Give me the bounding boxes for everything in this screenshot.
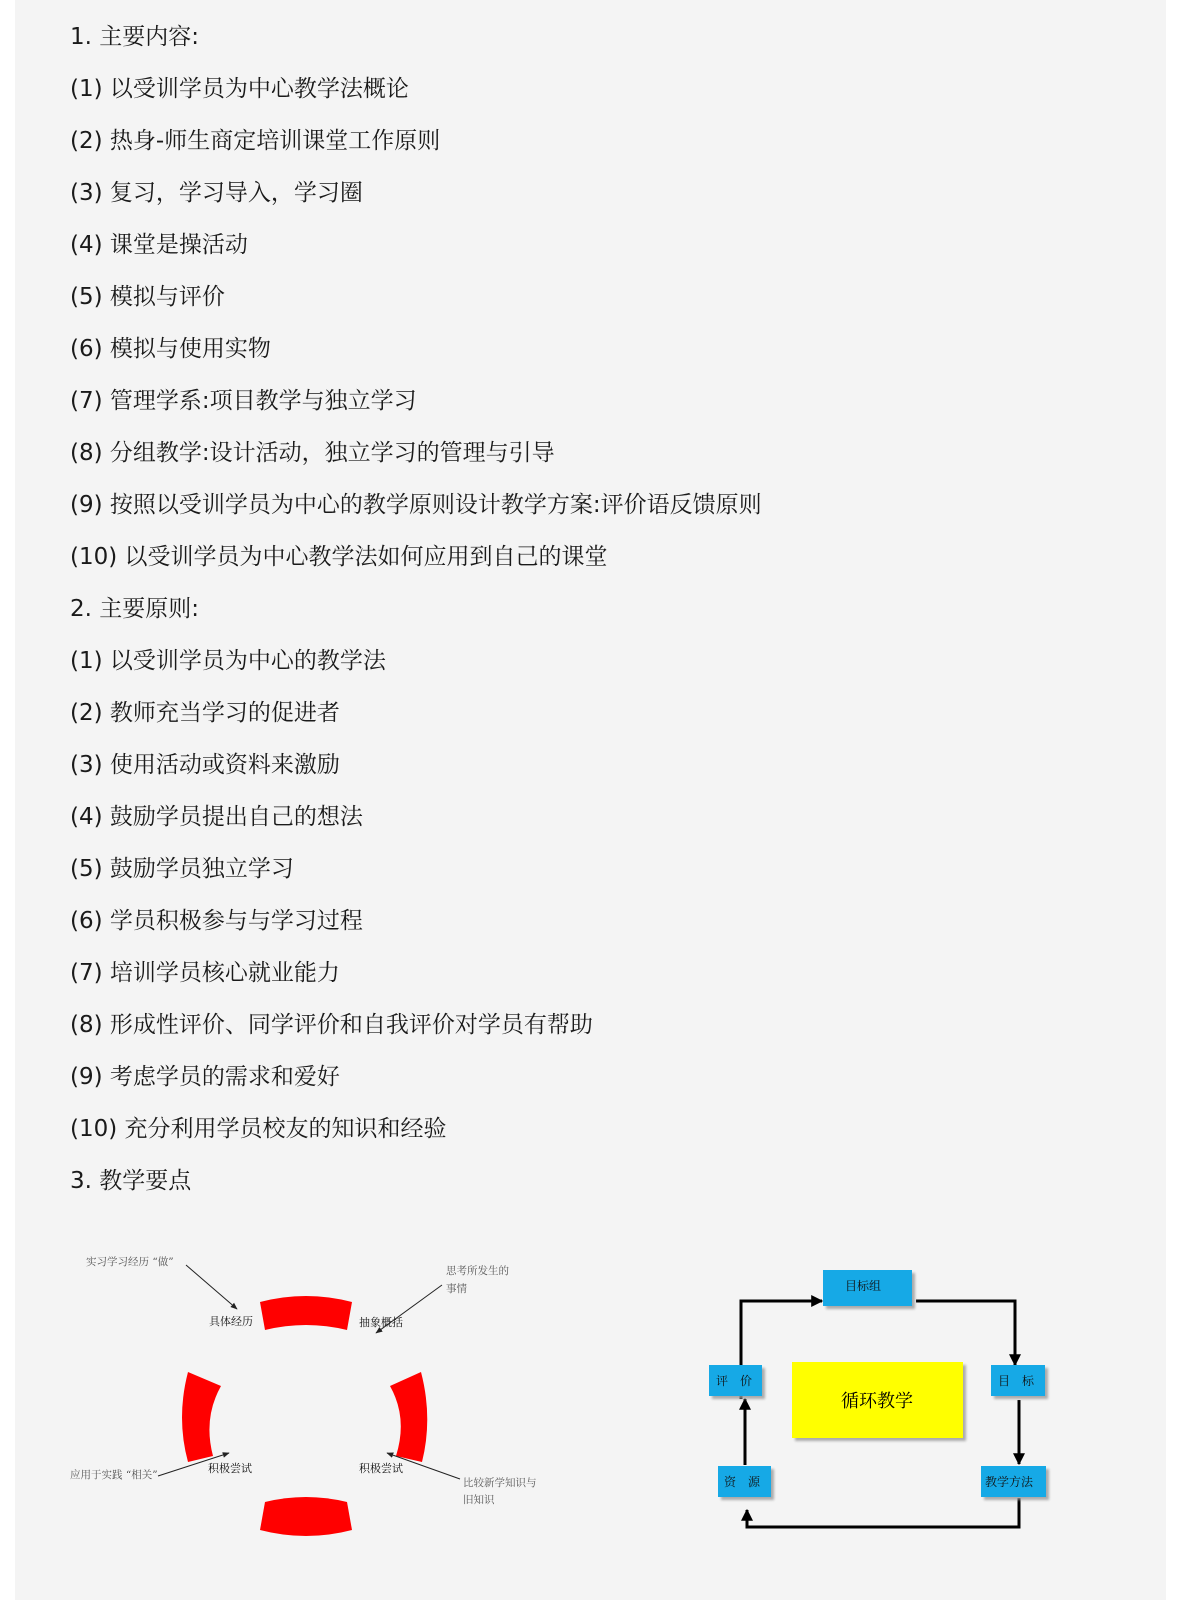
principle-item-4: (4) 鼓励学员提出自己的想法 (70, 804, 363, 830)
content-item-4: (4) 课堂是操活动 (70, 232, 248, 258)
note-reflect-line-1: 思考所发生的 (446, 1265, 509, 1277)
cycle-arc-left (182, 1372, 221, 1462)
content-item-5: (5) 模拟与评价 (70, 284, 225, 310)
content-item-7: (7) 管理学系:项目教学与独立学习 (70, 388, 417, 414)
section-heading-3: 3. 教学要点 (70, 1168, 192, 1194)
label-active-try-right: 积极尝试 (359, 1462, 403, 1475)
principle-item-7: (7) 培训学员核心就业能力 (70, 960, 340, 986)
principle-item-3: (3) 使用活动或资料来激励 (70, 752, 340, 778)
pointer-doing (186, 1265, 237, 1309)
content-item-10: (10) 以受训学员为中心教学法如何应用到自己的课堂 (70, 544, 608, 570)
principle-item-9: (9) 考虑学员的需求和爱好 (70, 1064, 340, 1090)
section-heading-2: 2. 主要原则: (70, 596, 200, 622)
objective-label: 目 标 (998, 1374, 1035, 1388)
principle-item-2: (2) 教师充当学习的促进者 (70, 700, 340, 726)
principle-item-10: (10) 充分利用学员校友的知识和经验 (70, 1116, 447, 1142)
note-apply-related: 应用于实践 “相关” (70, 1469, 158, 1481)
teaching-method-label: 教学方法 (985, 1475, 1034, 1489)
resources-label: 资 源 (724, 1475, 761, 1489)
cycle-arc-right (390, 1372, 427, 1462)
content-item-6: (6) 模拟与使用实物 (70, 336, 271, 362)
content-item-9: (9) 按照以受训学员为中心的教学原则设计教学方案:评价语反馈原则 (70, 492, 762, 518)
learning-cycle-diagram (70, 1255, 537, 1536)
arrow-to-resources (747, 1498, 1019, 1527)
content-item-3: (3) 复习，学习导入，学习圈 (70, 180, 363, 206)
principle-item-1: (1) 以受训学员为中心的教学法 (70, 648, 386, 674)
cycle-arc-bottom (260, 1497, 352, 1536)
principle-item-6: (6) 学员积极参与与学习过程 (70, 908, 363, 934)
note-reflect-line-2: 事情 (446, 1283, 467, 1295)
content-item-2: (2) 热身-师生商定培训课堂工作原则 (70, 128, 441, 154)
arrow-to-objective (916, 1301, 1015, 1365)
teaching-cycle-diagram (709, 1270, 1046, 1527)
section-heading-1: 1. 主要内容: (70, 24, 200, 50)
content-item-1: (1) 以受训学员为中心教学法概论 (70, 76, 409, 102)
principle-item-8: (8) 形成性评价、同学评价和自我评价对学员有帮助 (70, 1012, 593, 1038)
note-compare-line-1: 比较新学知识与 (463, 1477, 537, 1489)
principle-item-5: (5) 鼓励学员独立学习 (70, 856, 294, 882)
note-practice-doing: 实习学习经历 “做” (86, 1256, 174, 1268)
cycle-center-label: 循环教学 (841, 1391, 913, 1412)
content-item-8: (8) 分组教学:设计活动，独立学习的管理与引导 (70, 440, 555, 466)
evaluation-label: 评 价 (716, 1374, 753, 1388)
cycle-arc-top (260, 1296, 352, 1330)
note-compare-line-2: 旧知识 (463, 1494, 495, 1506)
label-active-try-left: 积极尝试 (208, 1462, 252, 1475)
objective-group-label: 目标组 (845, 1279, 882, 1293)
label-concrete-experience: 具体经历 (209, 1315, 253, 1328)
pointer-reflect (376, 1285, 442, 1333)
label-abstract-generalization: 抽象概括 (359, 1316, 403, 1329)
